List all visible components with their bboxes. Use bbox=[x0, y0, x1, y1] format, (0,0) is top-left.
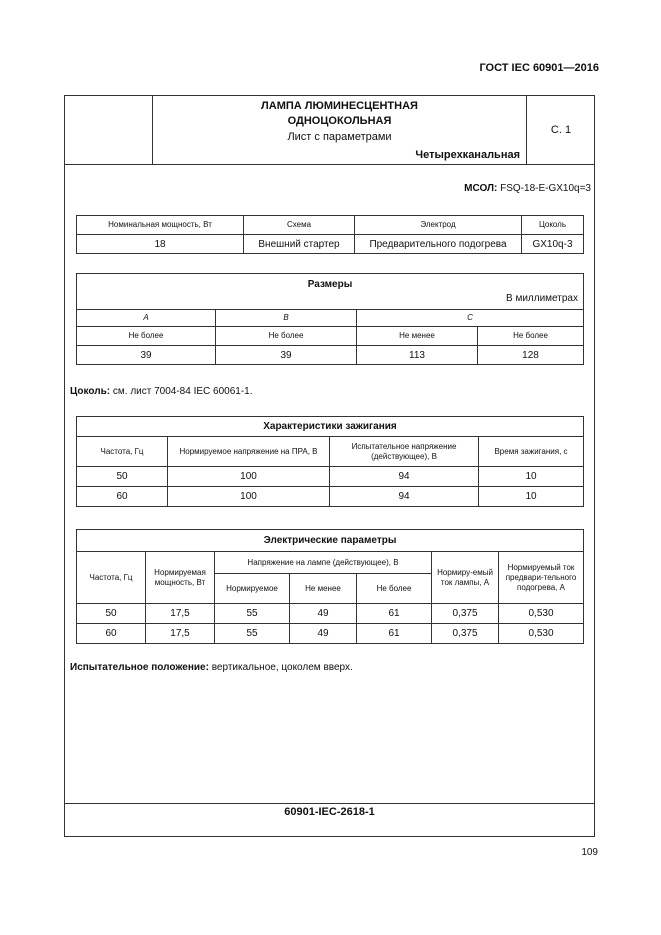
table-cell: 10 bbox=[479, 467, 584, 487]
header-cell: Не более bbox=[357, 574, 432, 604]
msol-designation bbox=[464, 183, 591, 194]
table-cell: 17,5 bbox=[146, 624, 215, 644]
main-params-table bbox=[76, 215, 584, 254]
dim-letter: B bbox=[216, 310, 357, 327]
header-cell: Частота, Гц bbox=[77, 437, 168, 467]
table-cell: 0,375 bbox=[432, 604, 499, 624]
table-cell: 55 bbox=[215, 604, 290, 624]
header-cell: Испытательное напряжение (действующее), В bbox=[330, 437, 479, 467]
test-position-text: вертикальное, цоколем вверх. bbox=[208, 662, 353, 673]
test-position-label: Испытательное положение: bbox=[70, 662, 209, 673]
dim-limit: Не более bbox=[77, 327, 216, 346]
header-title-block bbox=[153, 95, 526, 164]
sheet-number: С. 1 bbox=[526, 95, 595, 164]
dimensions-table bbox=[76, 273, 584, 365]
footer-divider bbox=[64, 803, 595, 804]
table-cell: 0,530 bbox=[499, 624, 584, 644]
msol-value: FSQ-18-E-GX10q=3 bbox=[497, 183, 591, 194]
header-cell: Номинальная мощность, Вт bbox=[77, 216, 244, 235]
table-cell: 61 bbox=[357, 604, 432, 624]
dim-value: 39 bbox=[216, 346, 357, 365]
electrical-table bbox=[76, 529, 584, 644]
table-cell: 17,5 bbox=[146, 604, 215, 624]
table-cell: 60 bbox=[77, 624, 146, 644]
header-cell: Нормируемое напряжение на ПРА, В bbox=[168, 437, 330, 467]
dim-limit: Не менее bbox=[357, 327, 478, 346]
header-cell: Не менее bbox=[290, 574, 357, 604]
dimensions-caption-cell bbox=[77, 274, 584, 310]
header-cell: Схема bbox=[244, 216, 355, 235]
table-cell: 50 bbox=[77, 604, 146, 624]
dim-value: 39 bbox=[77, 346, 216, 365]
table-cell: 0,375 bbox=[432, 624, 499, 644]
standard-id: ГОСТ IEC 60901—2016 bbox=[479, 62, 599, 74]
value-cell: Предварительного подогрева bbox=[355, 235, 522, 254]
header-cell: Нормируемый ток предвари-тельного подогрева, А bbox=[499, 552, 584, 604]
lamp-title bbox=[153, 99, 526, 129]
header-blank-cell bbox=[64, 95, 153, 164]
ignition-title: Характеристики зажигания bbox=[77, 417, 584, 437]
table-cell: 49 bbox=[290, 624, 357, 644]
dim-value: 113 bbox=[357, 346, 478, 365]
header-cell: Электрод bbox=[355, 216, 522, 235]
title-line-1: ЛАМПА ЛЮМИНЕСЦЕНТНАЯ bbox=[261, 100, 418, 112]
base-note-text: см. лист 7004-84 IEC 60061-1. bbox=[110, 386, 253, 397]
base-note bbox=[70, 386, 253, 397]
page-number: 109 bbox=[581, 847, 598, 858]
dimensions-title: Размеры bbox=[307, 279, 353, 290]
table-cell: 60 bbox=[77, 487, 168, 507]
value-cell: Внешний стартер bbox=[244, 235, 355, 254]
table-cell: 94 bbox=[330, 467, 479, 487]
header-cell: Время зажигания, с bbox=[479, 437, 584, 467]
dim-letter: A bbox=[77, 310, 216, 327]
header-cell: Частота, Гц bbox=[77, 552, 146, 604]
table-cell: 94 bbox=[330, 487, 479, 507]
header-cell: Нормируемая мощность, Вт bbox=[146, 552, 215, 604]
table-cell: 10 bbox=[479, 487, 584, 507]
dim-limit: Не более bbox=[216, 327, 357, 346]
header-cell: Напряжение на лампе (действующее), В bbox=[215, 552, 432, 574]
test-position-note bbox=[70, 662, 353, 673]
dimensions-unit: В миллиметрах bbox=[506, 293, 578, 304]
value-cell: 18 bbox=[77, 235, 244, 254]
table-cell: 0,530 bbox=[499, 604, 584, 624]
sheet-subtitle: Лист с параметрами bbox=[287, 131, 392, 143]
sheet-code: 60901-IEC-2618-1 bbox=[284, 806, 375, 818]
base-note-label: Цоколь: bbox=[70, 386, 111, 397]
sheet-header bbox=[64, 95, 595, 165]
dim-limit: Не более bbox=[478, 327, 584, 346]
header-cell: Нормируемое bbox=[215, 574, 290, 604]
header-cell: Нормиру-емый ток лампы, А bbox=[432, 552, 499, 604]
table-cell: 100 bbox=[168, 467, 330, 487]
electrical-title: Электрические параметры bbox=[77, 530, 584, 552]
header-cell: Цоколь bbox=[522, 216, 584, 235]
table-cell: 100 bbox=[168, 487, 330, 507]
msol-label: МСОЛ: bbox=[464, 183, 498, 194]
dim-value: 128 bbox=[478, 346, 584, 365]
ignition-table bbox=[76, 416, 584, 507]
table-cell: 55 bbox=[215, 624, 290, 644]
table-cell: 50 bbox=[77, 467, 168, 487]
lamp-type: Четырехканальная bbox=[415, 149, 520, 161]
title-line-2: ОДНОЦОКОЛЬНАЯ bbox=[287, 115, 392, 127]
value-cell: GX10q-3 bbox=[522, 235, 584, 254]
table-cell: 61 bbox=[357, 624, 432, 644]
dim-letter: C bbox=[357, 310, 584, 327]
table-cell: 49 bbox=[290, 604, 357, 624]
